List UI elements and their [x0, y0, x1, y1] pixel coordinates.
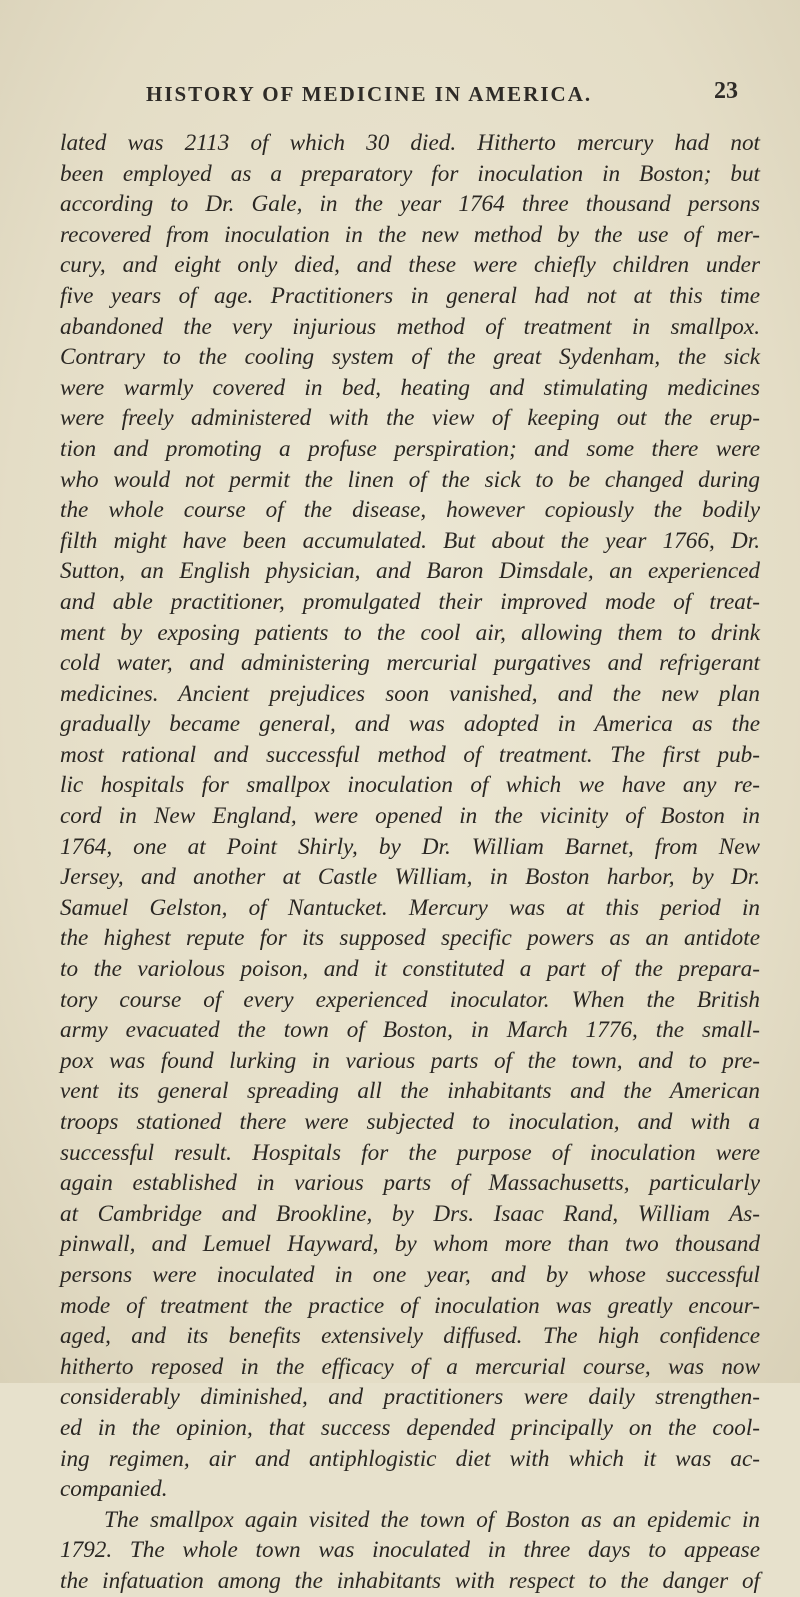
text-line: medicines. Ancient prejudices soon vanished, and the new plan — [60, 680, 760, 707]
text-line: to the variolous poison, and it constituted a part of the prepara- — [60, 956, 760, 983]
text-line: the highest repute for its supposed specific powers as an antidote — [60, 925, 760, 952]
text-line: most rational and successful method of treatment. The first pub- — [60, 741, 760, 768]
text-line: pox was found lurking in various parts of the town, and to pre- — [60, 1047, 760, 1074]
text-line: vent its general spreading all the inhabitants and the American — [60, 1078, 760, 1105]
running-title: HISTORY OF MEDICINE IN AMERICA. — [146, 82, 593, 106]
text-line: aged, and its benefits extensively diffused. The high confidence — [60, 1323, 760, 1350]
text-line: tory course of every experienced inoculator. When the British — [60, 986, 760, 1013]
text-line: again established in various parts of Massachusetts, particularly — [60, 1170, 760, 1197]
text-line: pinwall, and Lemuel Hayward, by whom more than two thousand — [60, 1231, 760, 1258]
page-number: 23 — [714, 78, 738, 104]
text-line: filth might have been accumulated. But about the year 1766, Dr. — [60, 527, 760, 554]
text-line: been employed as a preparatory for inoculation in Boston; but — [60, 160, 760, 187]
text-line: the infatuation among the inhabitants with respect to the danger of — [60, 1567, 760, 1594]
text-line: The smallpox again visited the town of Boston as an epidemic in — [104, 1506, 760, 1533]
text-line: according to Dr. Gale, in the year 1764 three thousand persons — [60, 191, 760, 218]
text-line: hitherto reposed in the efficacy of a mercurial course, was now — [60, 1353, 760, 1380]
body-text — [60, 128, 760, 1597]
text-line: successful result. Hospitals for the purpose of inoculation were — [60, 1139, 760, 1166]
text-line: and able practitioner, promulgated their improved mode of treat- — [60, 588, 760, 615]
text-line: lated was 2113 of which 30 died. Hitherto mercury had not — [60, 130, 760, 156]
text-line: 1792. The whole town was inoculated in three days to appease — [60, 1537, 760, 1564]
text-line: companied. — [60, 1476, 168, 1503]
text-line: at Cambridge and Brookline, by Drs. Isaac Rand, William As- — [60, 1200, 760, 1227]
text-line: ment by exposing patients to the cool air, allowing them to drink — [60, 619, 760, 646]
text-line: cury, and eight only died, and these were chiefly children under — [60, 252, 760, 279]
text-line: gradually became general, and was adopted in America as the — [60, 711, 760, 738]
text-line: the whole course of the disease, however copiously the bodily — [60, 497, 760, 524]
text-line: mode of treatment the practice of inoculation was greatly encour- — [60, 1292, 760, 1319]
text-line: were warmly covered in bed, heating and stimulating medicines — [60, 374, 760, 401]
text-line: troops stationed there were subjected to inoculation, and with a — [60, 1109, 760, 1135]
text-line: considerably diminished, and practitioners were daily strengthen- — [60, 1384, 760, 1411]
text-line: who would not permit the linen of the sick to be changed during — [60, 466, 760, 493]
text-line: lic hospitals for smallpox inoculation of which we have any re- — [60, 772, 760, 799]
text-line: tion and promoting a profuse perspiration; and some there were — [60, 435, 760, 462]
text-line: 1764, one at Point Shirly, by Dr. William Barnet, from New — [60, 833, 760, 860]
text-line: cold water, and administering mercurial purgatives and refrigerant — [60, 650, 760, 677]
text-line: recovered from inoculation in the new method by the use of mer- — [60, 221, 760, 248]
text-line: Samuel Gelston, of Nantucket. Mercury was at this period in — [60, 894, 760, 921]
text-line: abandoned the very injurious method of treatment in smallpox. — [60, 313, 760, 340]
text-line: ing regimen, air and antiphlogistic diet with which it was ac- — [60, 1445, 760, 1472]
text-line: persons were inoculated in one year, and by whose successful — [60, 1261, 760, 1288]
text-line: were freely administered with the view of keeping out the erup- — [60, 405, 760, 432]
text-line: ed in the opinion, that success depended principally on the cool- — [60, 1414, 760, 1441]
text-line: cord in New England, were opened in the vicinity of Boston in — [60, 803, 760, 830]
text-line: Sutton, an English physician, and Baron Dimsdale, an experienced — [60, 558, 760, 585]
text-line: army evacuated the town of Boston, in March 1776, the small- — [60, 1017, 760, 1044]
text-line: five years of age. Practitioners in general had not at this time — [60, 282, 760, 309]
text-line: Contrary to the cooling system of the great Sydenham, the sick — [60, 344, 760, 371]
text-line: Jersey, and another at Castle William, in Boston harbor, by Dr. — [60, 864, 760, 891]
